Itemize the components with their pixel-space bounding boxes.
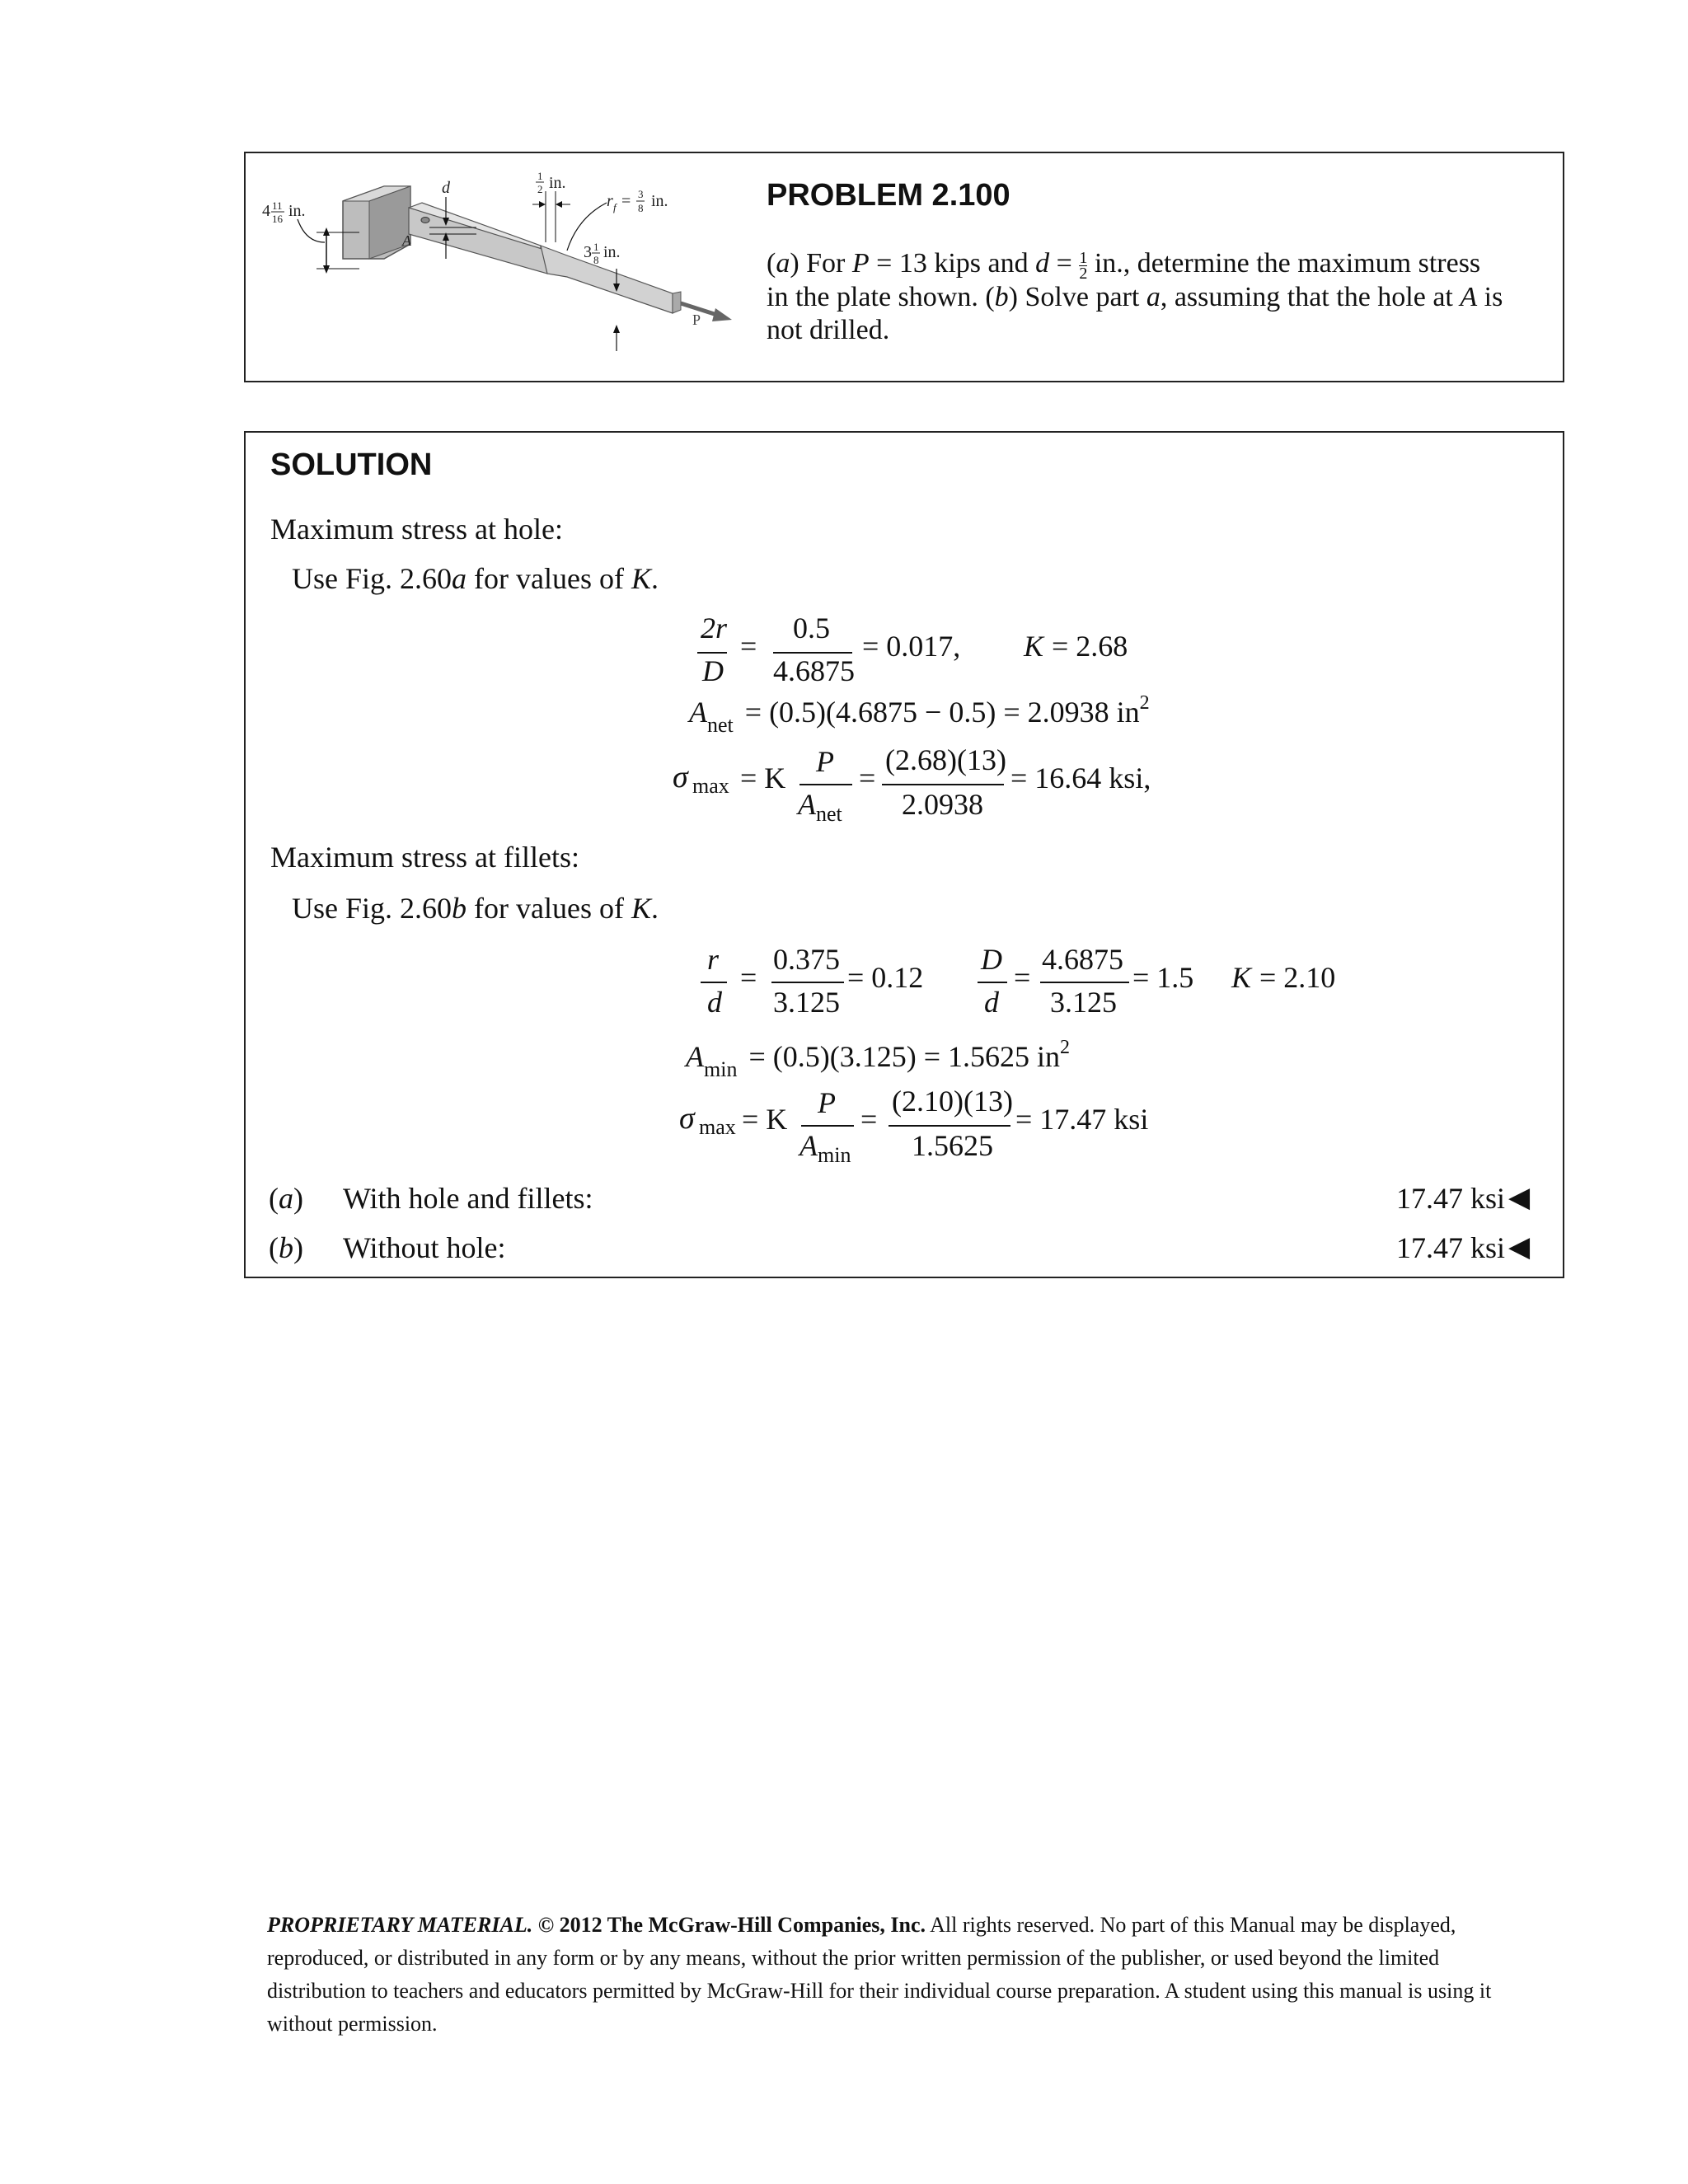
solution-box: SOLUTION Maximum stress at hole: Use Fig. 2.60a for values of K. 2r D = 0.5 4.6875 = 0.017, K = 2.68 $A_{net} = (0.5)(4.6875 - 0.5) = 2.0938$ $in^2$ σ max = K P A net = (2.68)(13) 2.0938 = 16.64 ksi, Maximum stress at fillets: Use Fig. 2.60b for values of K. r d = 0.375 3.125 = 0.12 D d = 4.6875 3.125 = 1.5 K = 2.10 $A_{min} = (0.5)(3.125) = 1.5625$ $in^2$ σ max = K P A min = (2.10)(13) 1.5625 = 17.47 ksi (a) With hole and fillets: 17.47 ksi ◀ (b) Without hole: 17.47 ksi ◀ [244,431,1564,1278]
svg-text:=: = [621,192,631,210]
svg-text:f: f [613,201,617,213]
svg-text:8: 8 [638,202,644,214]
hole-use-figure: Use Fig. 2.60a for values of K. [292,562,659,595]
solution-title: SOLUTION [270,448,433,482]
copyright-footer: PROPRIETARY MATERIAL. © 2012 The McGraw-Hill Companies, Inc. All rights reserved. No part of this Manual may be displayed, reproduced, or distributed in any form or by any means, without the prior written permission of the publisher, or used beyond the limited distribution to teachers and educators permitted by McGraw-Hill for their individual course preparation. A student using this manual is using it without permission. [267,1913,1492,2036]
svg-text:P: P [692,312,701,328]
svg-text:in.: in. [603,243,621,261]
svg-text:1: 1 [593,241,599,253]
svg-text:8: 8 [593,254,599,266]
problem-title: PROBLEM 2.100 [767,178,1010,213]
equation-a-min: $A_{min} = (0.5)(3.125) = 1.5625$ $in^2$ [686,1037,1071,1081]
svg-text:d: d [442,179,450,197]
hole-a [421,218,429,223]
load-arrow [712,308,732,321]
answer-marker-icon: ◀ [1508,1183,1531,1213]
answer-marker-icon: ◀ [1508,1232,1531,1263]
svg-text:3: 3 [584,243,592,261]
plate-figure [260,168,771,370]
fillet-heading: Maximum stress at fillets: [270,841,579,874]
svg-text:1: 1 [537,170,543,182]
svg-text:16: 16 [272,213,283,225]
svg-text:4: 4 [262,202,270,220]
svg-text:3: 3 [638,188,644,200]
hole-heading: Maximum stress at hole: [270,513,563,546]
svg-text:r: r [607,192,613,210]
svg-text:11: 11 [272,199,283,212]
svg-text:A: A [402,232,411,249]
problem-statement: (a) For P = 13 kips and d = $\frac{1}{2}$ in., determine the maximum stress in the plate shown. (b) Solve part a, assuming that the hole at A is not drilled. [767,248,1503,345]
problem-box [244,152,1564,382]
fillet-use-figure: Use Fig. 2.60b for values of K. [292,892,659,925]
svg-text:in.: in. [288,202,306,220]
svg-text:2: 2 [537,183,543,195]
svg-text:in.: in. [549,174,566,192]
svg-text:in.: in. [651,192,668,210]
equation-a-net: $A_{net} = (0.5)(4.6875 - 0.5) = 2.0938$ $in^2$ [689,692,1150,737]
